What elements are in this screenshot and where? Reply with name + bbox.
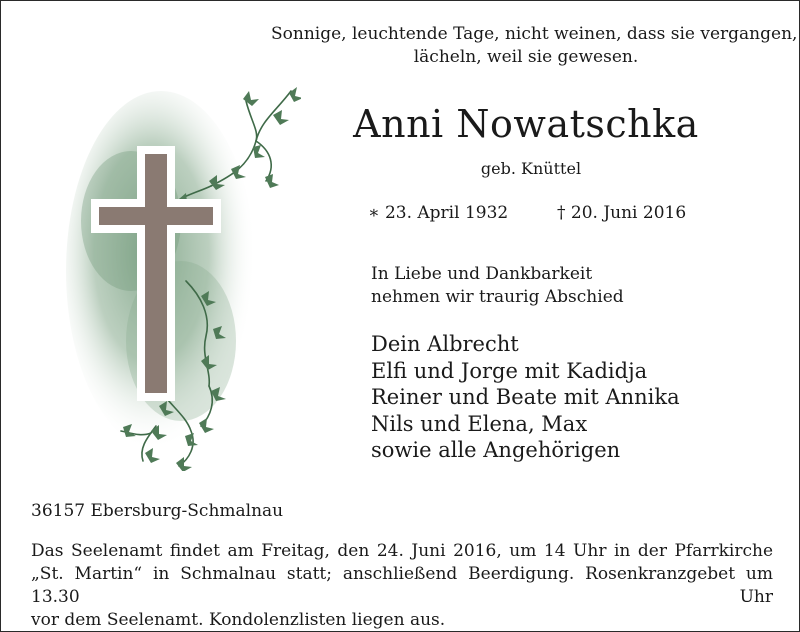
notice-line-2: „St. Martin“ in Schmalnau statt; anschließend Beerdigung. Rosenkranzgebet um 13.30 Uhr xyxy=(31,564,773,607)
family-member: sowie alle Angehörigen xyxy=(371,438,621,462)
farewell-line-1: In Liebe und Dankbarkeit xyxy=(371,264,593,284)
notice-line-1: Das Seelenamt findet am Freitag, den 24. Juni 2016, um 14 Uhr in der Pfarrkirche xyxy=(31,541,773,561)
cross-with-ivy-icon xyxy=(61,81,301,471)
deceased-name: Anni Nowatschka xyxy=(353,102,699,146)
address: 36157 Ebersburg-Schmalnau xyxy=(31,501,284,521)
family-list xyxy=(371,331,680,464)
farewell-text xyxy=(371,263,624,309)
poem xyxy=(271,23,798,69)
farewell-line-2: nehmen wir traurig Abschied xyxy=(371,287,624,307)
poem-line-1: Sonnige, leuchtende Tage, nicht weinen, dass sie vergangen, xyxy=(271,24,798,44)
birth-date: ∗ 23. April 1932 xyxy=(368,203,509,223)
family-member: Reiner und Beate mit Annika xyxy=(371,385,680,409)
poem-line-2: lächeln, weil sie gewesen. xyxy=(413,47,639,67)
family-member: Elfi und Jorge mit Kadidja xyxy=(371,358,648,383)
family-member: Dein Albrecht xyxy=(371,332,519,356)
notice-line-3: vor dem Seelenamt. Kondolenzlisten liegen aus. xyxy=(31,610,446,630)
death-date: † 20. Juni 2016 xyxy=(557,203,687,223)
funeral-notice xyxy=(31,540,773,632)
family-member: Nils und Elena, Max xyxy=(371,411,588,436)
birth-name: geb. Knüttel xyxy=(480,159,582,178)
